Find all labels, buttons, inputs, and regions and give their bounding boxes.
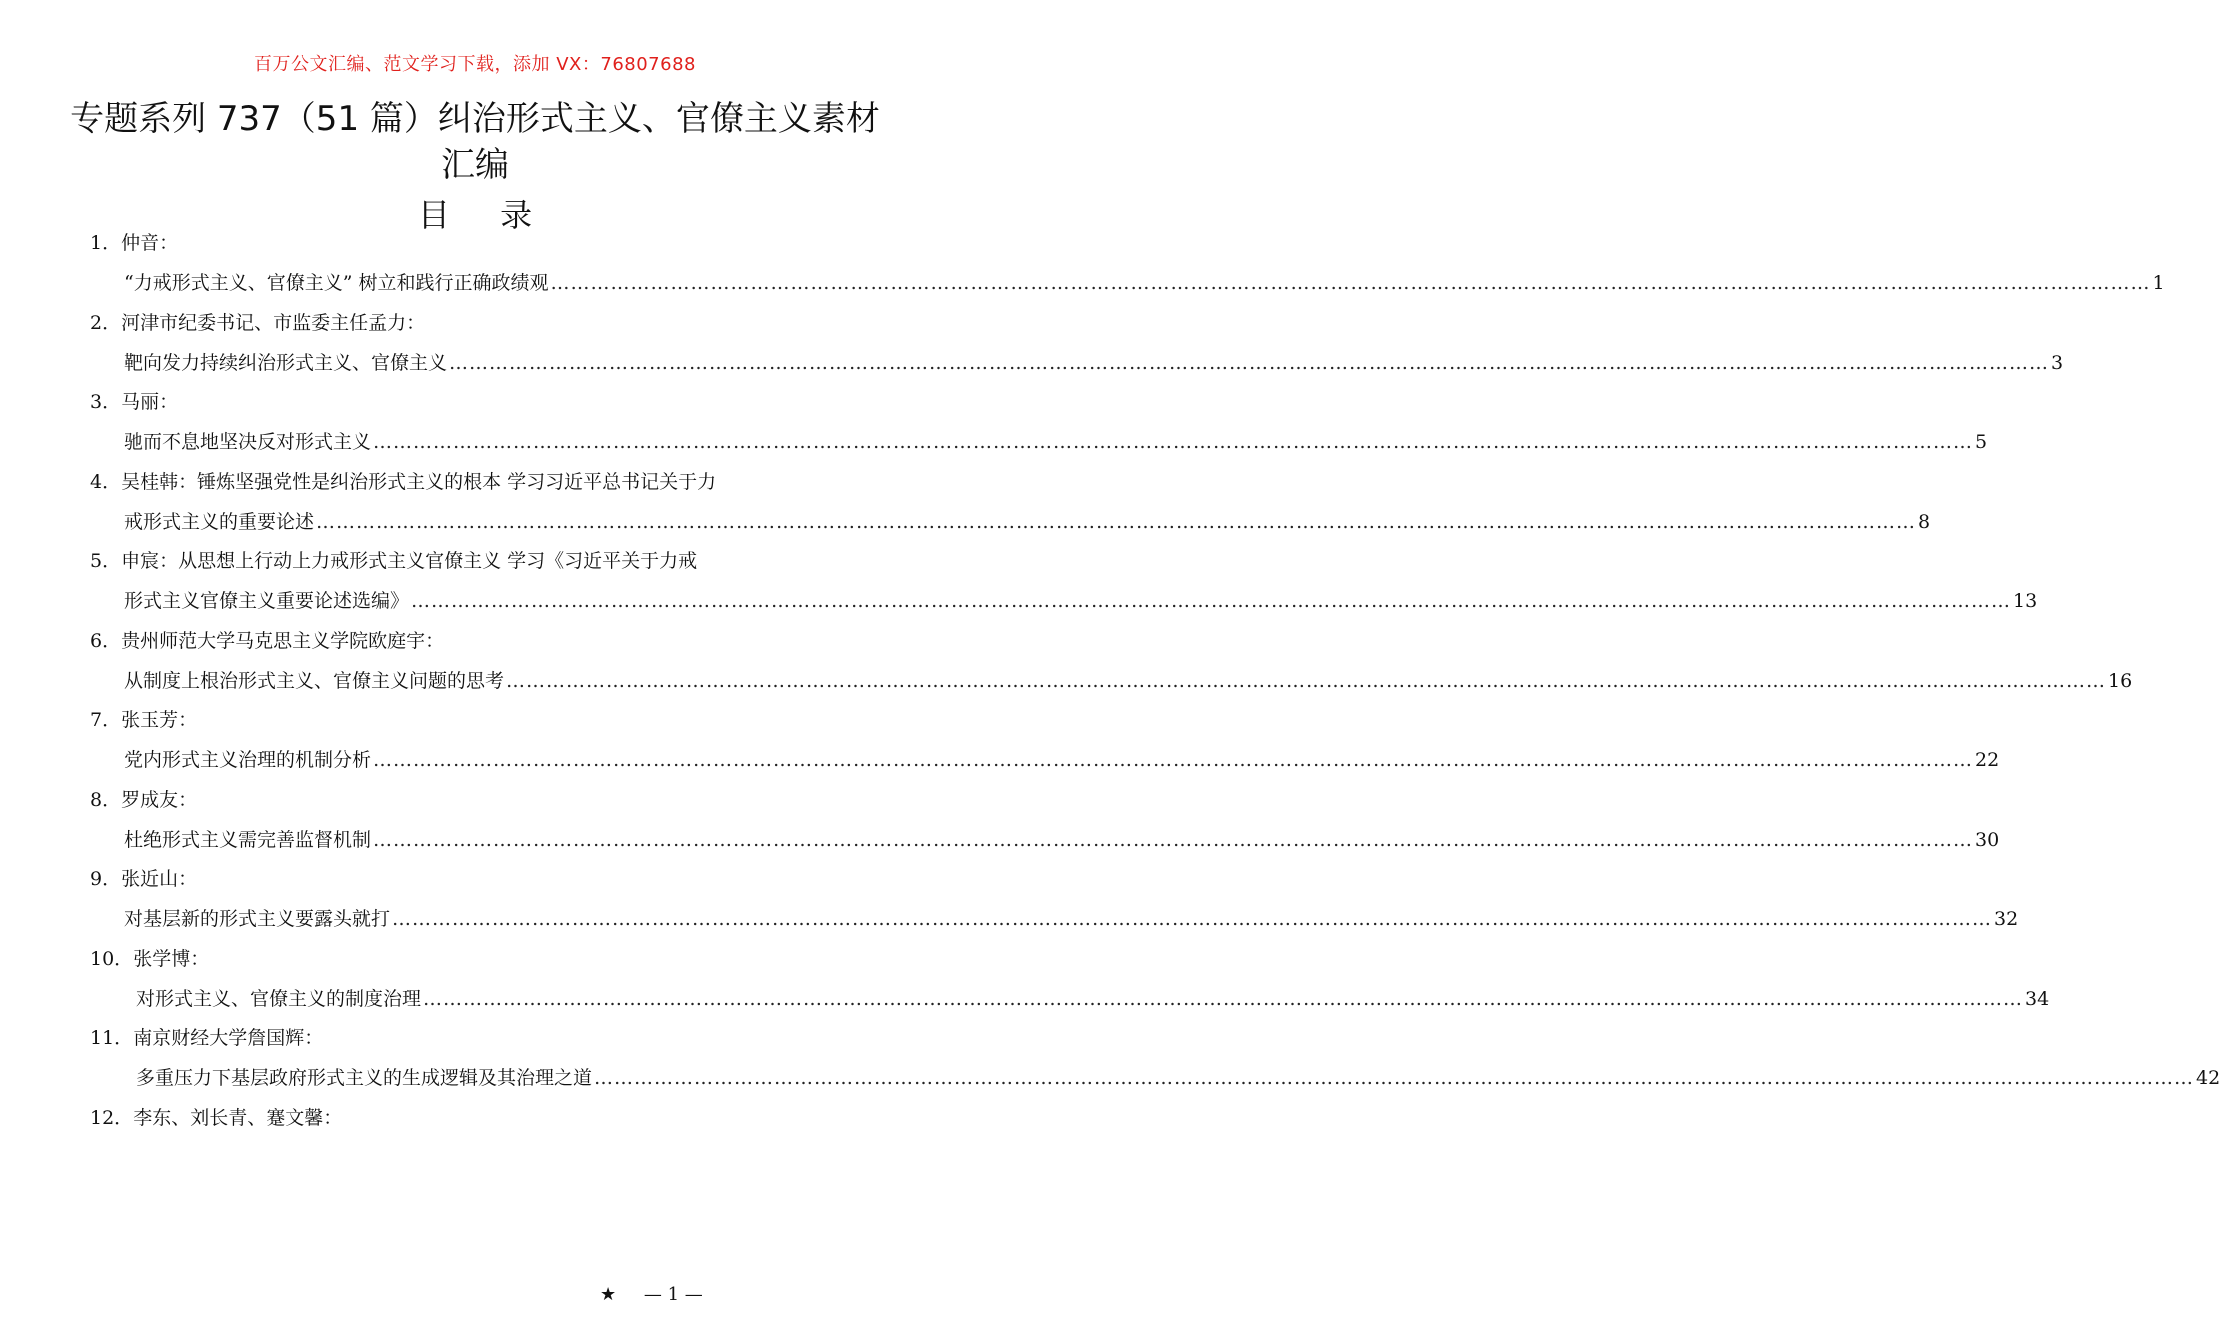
toc-item-page: 22 <box>1975 749 2000 771</box>
toc-item-page: 32 <box>1994 908 2019 930</box>
toc-item-entry[interactable] <box>124 745 2000 775</box>
toc-item-number: 2． <box>90 311 122 334</box>
toc-item-entry[interactable] <box>136 1063 2220 1093</box>
toc-item-number: 3． <box>90 391 122 413</box>
toc-leader-dots: …………………………………………………………………………………………………………………………………………………………………………………………………………………… <box>392 908 1993 930</box>
toc-item-page: 16 <box>2108 669 2133 692</box>
toc-leader-dots: …………………………………………………………………………………………………………………………………………………………………………………………………………………… <box>373 749 1974 771</box>
toc-item-page: 13 <box>2013 590 2038 612</box>
toc-item-title: 形式主义官僚主义重要论述选编》 <box>124 590 410 612</box>
toc-item-number: 11． <box>90 1027 134 1049</box>
toc-item-page: 30 <box>1975 828 2000 851</box>
toc-leader-dots: …………………………………………………………………………………………………………………………………………………………………………………………………………………… <box>373 431 1974 453</box>
toc-item-title: 戒形式主义的重要论述 <box>124 510 315 533</box>
toc-item-title: “力戒形式主义、官僚主义” 树立和践行正确政绩观 <box>124 272 549 294</box>
toc-item-author <box>90 785 197 815</box>
toc-item-author-text: 张玉芳： <box>121 709 198 731</box>
toc-item-title: 党内形式主义治理的机制分析 <box>124 749 372 771</box>
toc-item-author <box>90 1103 342 1133</box>
toc-item-number: 7． <box>90 709 122 731</box>
toc-item-author <box>90 1023 323 1053</box>
toc-item-entry[interactable] <box>136 984 2050 1014</box>
toc-item-number: 4． <box>90 470 122 493</box>
header-watermark-note: 百万公文汇编、范文学习下载，添加 VX：76807688 <box>254 54 696 75</box>
toc-item-entry[interactable] <box>124 348 2064 378</box>
toc-item-author-text: 罗成友： <box>121 788 198 811</box>
toc-item-author <box>90 228 178 258</box>
toc-item-page: 34 <box>2025 987 2050 1010</box>
toc-item-author <box>90 308 425 338</box>
toc-leader-dots: …………………………………………………………………………………………………………………………………………………………………………………………………………………… <box>316 510 1917 533</box>
toc-leader-dots: …………………………………………………………………………………………………………………………………………………………………………………………………………………… <box>594 1067 2195 1089</box>
toc-leader-dots: …………………………………………………………………………………………………………………………………………………………………………………………………………………… <box>506 669 2107 692</box>
toc-item-author <box>90 944 209 974</box>
toc-item-number: 10． <box>90 947 134 970</box>
toc-item-author <box>90 387 178 417</box>
toc-leader-dots: …………………………………………………………………………………………………………………………………………………………………………………………………………………… <box>373 828 1974 851</box>
toc-item-author-text: 河津市纪委书记、市监委主任孟力： <box>121 311 426 334</box>
toc-item-author-text: 张近山： <box>121 868 198 890</box>
toc-item-number: 5． <box>90 550 122 572</box>
toc-item-entry[interactable] <box>124 268 2165 298</box>
toc-item-title: 多重压力下基层政府形式主义的生成逻辑及其治理之道 <box>136 1067 593 1089</box>
toc-item-author <box>90 864 197 894</box>
toc-item-author <box>90 626 444 656</box>
toc-item-page: 8 <box>1918 510 1931 533</box>
toc-item-title: 驰而不息地坚决反对形式主义 <box>124 431 372 453</box>
toc-item-number: 6． <box>90 629 122 652</box>
toc-item-page: 1 <box>2152 272 2165 294</box>
toc-item-number: 1． <box>90 232 122 254</box>
toc-item-title: 对基层新的形式主义要露头就打 <box>124 908 391 930</box>
toc-item-author-text: 申宸：从思想上行动上力戒形式主义官僚主义 学习《习近平关于力戒 <box>121 550 698 572</box>
toc-item-page: 42 <box>2196 1067 2220 1089</box>
toc-item-author-text: 张学博： <box>133 947 210 970</box>
page-footer <box>600 1284 703 1305</box>
toc-item-entry[interactable] <box>124 507 1931 537</box>
toc-item-author-text: 吴桂韩：锤炼坚强党性是纠治形式主义的根本 学习习近平总书记关于力 <box>121 470 717 493</box>
toc-item-author <box>90 705 197 735</box>
toc-item-entry[interactable] <box>124 586 2038 616</box>
page-number-label: — 1 — <box>643 1284 703 1305</box>
toc-item-author-text: 马丽： <box>121 391 179 413</box>
toc-item-entry[interactable] <box>124 904 2019 934</box>
toc-item-author <box>90 546 697 576</box>
toc-item-author-text: 南京财经大学詹国辉： <box>133 1027 324 1049</box>
toc-item-title: 对形式主义、官僚主义的制度治理 <box>136 987 422 1010</box>
toc-leader-dots: …………………………………………………………………………………………………………………………………………………………………………………………………………………… <box>550 272 2151 294</box>
toc-item-author <box>90 467 716 497</box>
toc-item-title: 杜绝形式主义需完善监督机制 <box>124 828 372 851</box>
toc-item-author-text: 李东、刘长青、蹇文馨： <box>133 1106 343 1129</box>
toc-item-page: 5 <box>1975 431 1988 453</box>
toc-item-entry[interactable] <box>124 427 1988 457</box>
toc-item-entry[interactable] <box>124 666 2133 696</box>
toc-heading: 目 录 <box>417 196 553 234</box>
toc-item-author-text: 贵州师范大学马克思主义学院欧庭宇： <box>121 629 445 652</box>
document-title: 专题系列 737（51 篇）纠治形式主义、官僚主义素材汇编 <box>70 99 880 185</box>
toc-item-page: 3 <box>2051 351 2064 374</box>
toc-leader-dots: …………………………………………………………………………………………………………………………………………………………………………………………………………………… <box>411 590 2012 612</box>
toc-item-entry[interactable] <box>124 825 2000 855</box>
toc-item-title: 从制度上根治形式主义、官僚主义问题的思考 <box>124 669 505 692</box>
star-icon: ★ <box>600 1284 617 1305</box>
toc-item-title: 靶向发力持续纠治形式主义、官僚主义 <box>124 351 448 374</box>
toc-item-number: 12． <box>90 1106 134 1129</box>
toc-item-number: 8． <box>90 788 122 811</box>
toc-item-number: 9． <box>90 868 122 890</box>
toc-item-author-text: 仲音： <box>121 232 179 254</box>
toc-leader-dots: …………………………………………………………………………………………………………………………………………………………………………………………………………………… <box>449 351 2050 374</box>
toc-leader-dots: …………………………………………………………………………………………………………………………………………………………………………………………………………………… <box>423 987 2024 1010</box>
